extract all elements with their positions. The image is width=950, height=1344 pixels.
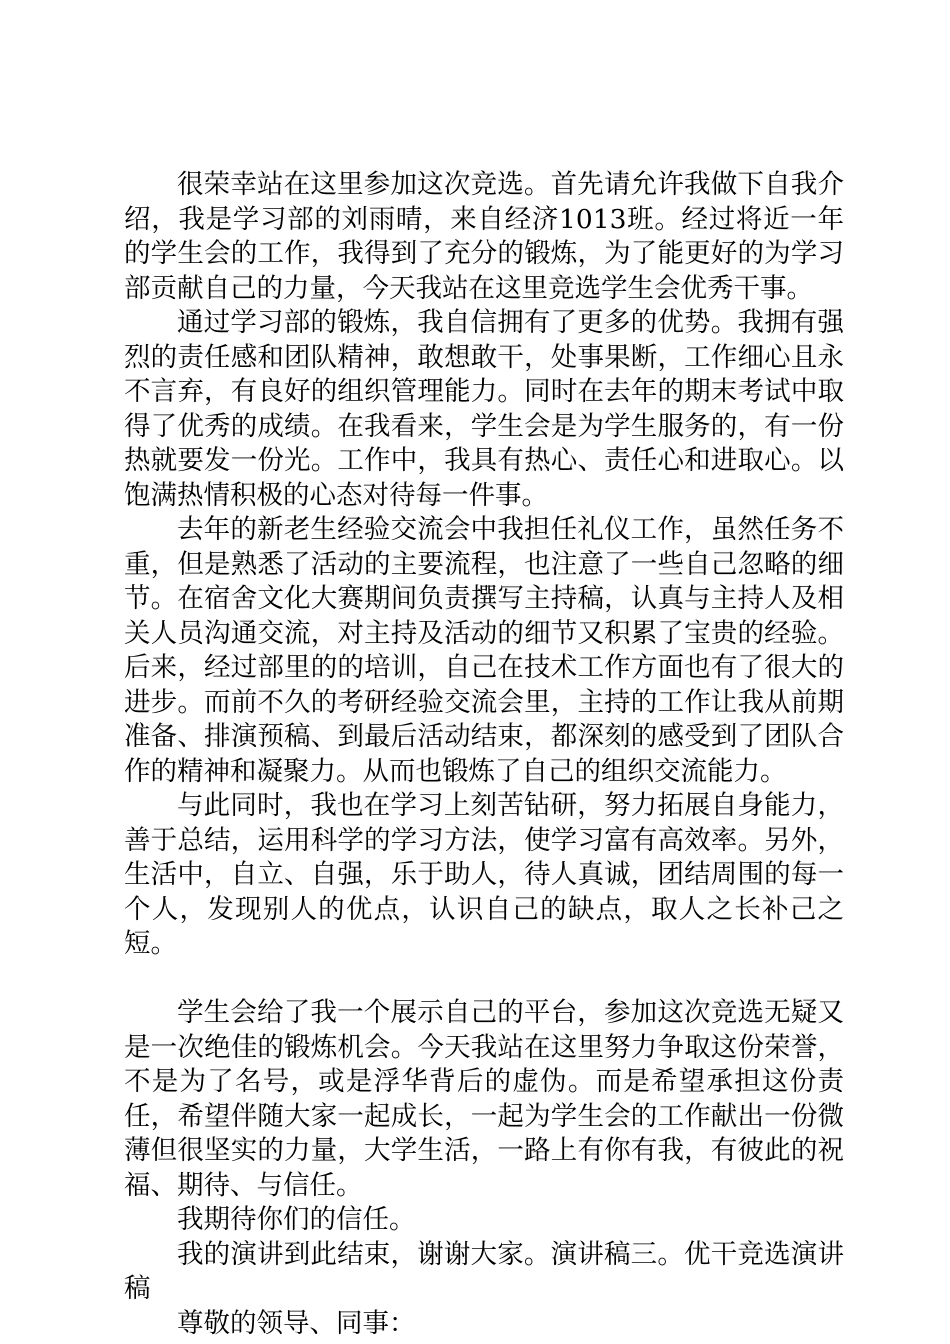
paragraph-experience: 去年的新老生经验交流会中我担任礼仪工作，虽然任务不重，但是熟悉了活动的主要流程，也注意了一些自己忽略的细节。在宿舍文化大赛期间负责撰写主持稿，认真与主持人及相关人员沟通交流，对主持及活动的细节又积累了宝贵的经验。后来，经过部里的的培训，自己在技术工作方面也有了很大的进步。而前不久的考研经验交流会里，主持的工作让我从前期准备、排演预稿、到最后活动结束，都深刻的感受到了团队合作的精神和凝聚力。从而也锻炼了自己的组织交流能力。: [124, 514, 844, 787]
document-body: [124, 168, 844, 1341]
paragraph-platform: 学生会给了我一个展示自己的平台，参加这次竞选无疑又是一次绝佳的锻炼机会。今天我站在这里努力争取这份荣誉，不是为了名号，或是浮华背后的虚伪。而是希望承担这份责任，希望伴随大家一起成长，一起为学生会的工作献出一份微薄但很坚实的力量，大学生活，一路上有你有我，有彼此的祝福、期待、与信任。: [124, 997, 844, 1201]
blank-line: [124, 962, 844, 997]
paragraph-study: 与此同时，我也在学习上刻苦钻研，努力拓展自身能力，善于总结，运用科学的学习方法，使学习富有高效率。另外，生活中，自立、自强，乐于助人，待人真诚，团结周围的每一个人，发现别人的优点，认识自己的缺点，取人之长补己之短。: [124, 790, 844, 959]
paragraph-salutation: 尊敬的领导、同事：: [177, 1307, 416, 1339]
paragraph-ending: 我的演讲到此结束，谢谢大家。演讲稿三。优干竞选演讲稿: [124, 1238, 844, 1304]
paragraph-trust: 我期待你们的信任。: [177, 1204, 416, 1235]
paragraph-advantages: 通过学习部的锻炼，我自信拥有了更多的优势。我拥有强烈的责任感和团队精神，敢想敢干，处事果断，工作细心且永不言弃，有良好的组织管理能力。同时在去年的期末考试中取得了优秀的成绩。在我看来，学生会是为学生服务的，有一份热就要发一份光。工作中，我具有热心、责任心和进取心。以饱满热情积极的心态对待每一件事。: [124, 307, 844, 511]
paragraph-intro: 很荣幸站在这里参加这次竞选。首先请允许我做下自我介绍，我是学习部的刘雨晴，来自经济1013班。经过将近一年的学生会的工作，我得到了充分的锻炼，为了能更好的为学习部贡献自己的力量，今天我站在这里竞选学生会优秀干事。: [124, 169, 844, 304]
